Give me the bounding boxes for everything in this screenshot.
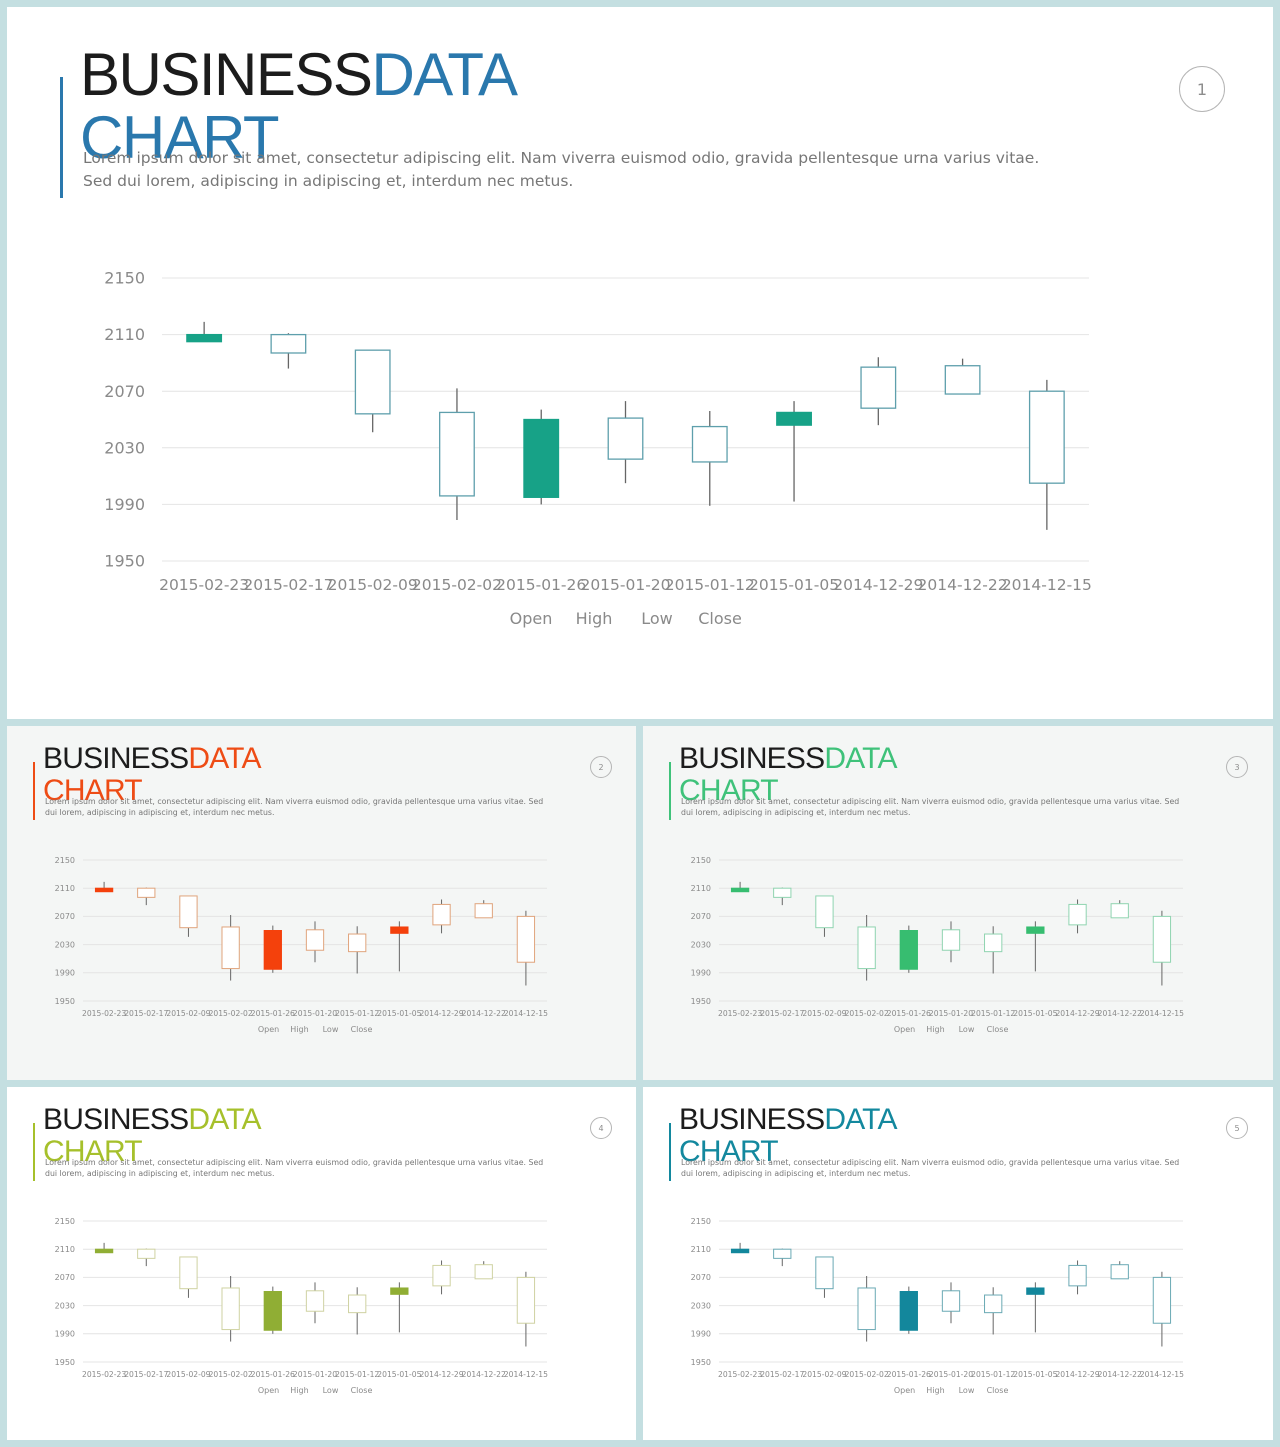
candle-body-hollow — [475, 1265, 492, 1279]
candle — [692, 411, 727, 506]
legend-item: Close — [350, 1025, 373, 1034]
x-tick-label: 2014-12-22 — [1097, 1009, 1142, 1018]
candle-body-filled — [95, 1249, 112, 1253]
x-tick-label: 2015-01-20 — [928, 1009, 974, 1018]
y-tick-label: 2030 — [54, 1301, 75, 1311]
x-tick-label: 2014-12-22 — [917, 576, 1008, 594]
y-tick-label: 2030 — [690, 1301, 711, 1311]
candle — [945, 359, 980, 394]
candle-body-filled — [900, 931, 917, 970]
legend-item: Low — [958, 1025, 975, 1034]
y-tick-label: 1990 — [54, 968, 75, 978]
candle-body-hollow — [306, 1291, 323, 1311]
body-text: Lorem ipsum dolor sit amet, consectetur adipiscing elit. Nam viverra euismod odio, gravida pellentesque urna varius vitae. Sed dui lorem, adipiscing in adipiscing et, interdum nec metus. — [681, 797, 1180, 817]
x-tick-label: 2015-02-23 — [718, 1009, 763, 1018]
candle-body-hollow — [1111, 1265, 1128, 1279]
x-tick-label: 2015-02-02 — [411, 576, 503, 594]
x-tick-label: 2015-02-17 — [124, 1009, 169, 1018]
candle-body-hollow — [692, 427, 727, 462]
x-tick-label: 2015-02-17 — [760, 1370, 805, 1379]
candle-body-hollow — [222, 1288, 239, 1330]
x-tick-label: 2014-12-22 — [461, 1009, 506, 1018]
candle — [138, 887, 155, 905]
body-text: Lorem ipsum dolor sit amet, consectetur adipiscing elit. Nam viverra euismod odio, gravida pellentesque urna varius vitae. Sed dui lorem, adipiscing in adipiscing et, interdum nec metus. — [83, 149, 1040, 190]
candlestick-chart — [7, 1087, 636, 1440]
candle — [433, 1260, 450, 1294]
candle — [187, 322, 222, 342]
y-tick-label: 2110 — [104, 325, 145, 345]
slide-4 — [7, 1087, 636, 1440]
x-tick-label: 2015-02-17 — [243, 576, 334, 594]
candle-body-hollow — [608, 418, 643, 459]
candle-body-hollow — [1030, 391, 1065, 483]
candle-body-hollow — [1069, 904, 1086, 924]
candle-body-hollow — [306, 930, 323, 950]
title-part-datachart: DATACHART — [43, 742, 261, 807]
y-tick-label: 2070 — [690, 912, 711, 922]
candle — [517, 911, 534, 986]
y-tick-label: 2150 — [54, 1216, 75, 1226]
candlestick-chart — [643, 726, 1273, 1080]
slide-3 — [643, 726, 1273, 1080]
y-tick-label: 1950 — [690, 1357, 711, 1367]
candle — [608, 401, 643, 483]
y-tick-label: 2110 — [690, 884, 711, 893]
candle — [180, 1257, 197, 1298]
legend-item: Low — [641, 609, 673, 628]
candle-body-hollow — [858, 927, 875, 969]
x-tick-label: 2015-01-20 — [928, 1370, 974, 1379]
x-tick-label: 2015-01-20 — [292, 1009, 338, 1018]
candle-body-filled — [187, 335, 222, 342]
page-number-badge: 1 — [1179, 66, 1225, 112]
x-tick-label: 2015-02-09 — [802, 1370, 847, 1379]
candle-body-hollow — [180, 896, 197, 928]
legend-item: High — [290, 1025, 309, 1034]
x-tick-label: 2014-12-15 — [503, 1370, 548, 1379]
candle — [1153, 1272, 1170, 1347]
legend-item: Close — [986, 1025, 1009, 1034]
x-tick-label: 2015-02-02 — [844, 1370, 889, 1379]
x-tick-label: 2015-02-02 — [208, 1370, 253, 1379]
x-tick-label: 2015-01-12 — [664, 576, 755, 594]
legend-item: Open — [257, 1386, 280, 1395]
candle — [1027, 1282, 1044, 1332]
body-text: Lorem ipsum dolor sit amet, consectetur adipiscing elit. Nam viverra euismod odio, gravida pellentesque urna varius vitae. Sed dui lorem, adipiscing in adipiscing et, interdum nec metus. — [45, 1158, 544, 1178]
x-tick-label: 2014-12-29 — [833, 576, 924, 594]
x-tick-label: 2015-01-12 — [335, 1009, 380, 1018]
y-tick-label: 1950 — [54, 1357, 75, 1367]
title-part-datachart: DATACHART — [679, 1103, 897, 1168]
candle — [440, 388, 475, 520]
y-tick-label: 2150 — [54, 855, 75, 865]
y-tick-label: 1990 — [690, 1329, 711, 1339]
x-tick-label: 2014-12-15 — [1139, 1009, 1184, 1018]
x-tick-label: 2015-02-09 — [166, 1370, 211, 1379]
candle — [222, 915, 239, 981]
legend-item: High — [290, 1386, 309, 1395]
candle-body-hollow — [1153, 1277, 1170, 1323]
y-tick-label: 1990 — [104, 495, 145, 514]
x-tick-label: 2015-01-05 — [748, 576, 840, 594]
candle-body-hollow — [942, 930, 959, 950]
candle-body-hollow — [475, 904, 492, 918]
x-tick-label: 2014-12-22 — [461, 1370, 506, 1379]
candle — [1111, 1261, 1128, 1279]
legend-item: Open — [509, 609, 553, 628]
legend-item: Close — [986, 1386, 1009, 1395]
title-part-business: BUSINESS — [80, 41, 372, 108]
slide-2 — [7, 726, 636, 1080]
y-tick-label: 1950 — [54, 996, 75, 1006]
candle — [271, 333, 306, 368]
candle — [774, 887, 791, 905]
legend-item: High — [926, 1386, 945, 1395]
title-part-datachart: DATACHART — [679, 742, 897, 807]
candle-body-filled — [1027, 927, 1044, 933]
x-tick-label: 2015-02-17 — [124, 1370, 169, 1379]
candle — [517, 1272, 534, 1347]
x-tick-label: 2015-01-05 — [1013, 1370, 1058, 1379]
candle — [1027, 921, 1044, 971]
y-tick-label: 2150 — [690, 855, 711, 865]
candle-body-hollow — [1069, 1265, 1086, 1285]
y-tick-label: 2070 — [54, 1273, 75, 1283]
legend-item: Low — [322, 1025, 339, 1034]
candle — [355, 350, 390, 432]
candle — [475, 1261, 492, 1279]
candle — [433, 899, 450, 933]
candle — [1030, 380, 1065, 530]
title-part-business: BUSINESS — [43, 742, 189, 775]
x-tick-label: 2014-12-29 — [419, 1370, 464, 1379]
x-tick-label: 2014-12-22 — [1097, 1370, 1142, 1379]
x-tick-label: 2015-02-23 — [82, 1370, 127, 1379]
legend-item: Open — [257, 1025, 280, 1034]
candle-body-filled — [1027, 1288, 1044, 1294]
title-part-business: BUSINESS — [679, 742, 825, 775]
y-tick-label: 2110 — [54, 1245, 75, 1254]
slide-1 — [7, 7, 1273, 719]
body-text: Lorem ipsum dolor sit amet, consectetur adipiscing elit. Nam viverra euismod odio, gravida pellentesque urna varius vitae. Sed dui lorem, adipiscing in adipiscing et, interdum nec metus. — [681, 1158, 1180, 1178]
candle-body-hollow — [774, 888, 791, 897]
candle-body-hollow — [180, 1257, 197, 1289]
candle — [95, 1243, 112, 1253]
legend-item: Open — [893, 1386, 916, 1395]
y-tick-label: 2110 — [690, 1245, 711, 1254]
x-tick-label: 2015-01-05 — [377, 1370, 422, 1379]
x-tick-label: 2014-12-15 — [503, 1009, 548, 1018]
candle-body-hollow — [1153, 916, 1170, 962]
candle-body-filled — [264, 1292, 281, 1331]
candle — [816, 896, 833, 937]
candle — [391, 1282, 408, 1332]
title-part-business: BUSINESS — [43, 1103, 189, 1136]
x-tick-label: 2015-02-09 — [327, 576, 418, 594]
x-tick-label: 2015-01-12 — [971, 1009, 1016, 1018]
candle — [816, 1257, 833, 1298]
candle-body-hollow — [355, 350, 390, 414]
candle — [985, 926, 1002, 973]
y-tick-label: 2150 — [690, 1216, 711, 1226]
x-tick-label: 2015-01-12 — [971, 1370, 1016, 1379]
page-number-badge: 3 — [1226, 756, 1248, 778]
candle-body-hollow — [858, 1288, 875, 1330]
x-tick-label: 2015-02-02 — [208, 1009, 253, 1018]
x-tick-label: 2014-12-29 — [1055, 1009, 1100, 1018]
legend-item: High — [926, 1025, 945, 1034]
candle-body-filled — [524, 420, 559, 498]
candle-body-hollow — [222, 927, 239, 969]
candle — [731, 882, 748, 892]
y-tick-label: 2070 — [104, 381, 145, 401]
candle — [264, 1287, 281, 1334]
candle-body-hollow — [945, 366, 980, 394]
x-tick-label: 2015-02-23 — [718, 1370, 763, 1379]
candle-body-hollow — [985, 934, 1002, 952]
x-tick-label: 2015-01-05 — [1013, 1009, 1058, 1018]
candle — [942, 921, 959, 962]
candle — [861, 357, 896, 425]
page-number-badge: 4 — [590, 1117, 612, 1139]
candle-body-filled — [264, 931, 281, 970]
candle-body-hollow — [440, 412, 475, 495]
y-tick-label: 2030 — [54, 940, 75, 950]
candle-body-hollow — [138, 888, 155, 897]
candle — [524, 410, 559, 505]
candle-body-hollow — [433, 904, 450, 924]
candle — [138, 1248, 155, 1266]
legend-item: High — [575, 609, 613, 628]
candle — [985, 1287, 1002, 1334]
candle-body-filled — [391, 927, 408, 933]
candle — [1069, 1260, 1086, 1294]
candle-body-hollow — [861, 367, 896, 408]
candlestick-chart — [643, 1087, 1273, 1440]
title-part-datachart: DATACHART — [80, 41, 517, 171]
candle-body-filled — [731, 888, 748, 892]
candle — [858, 1276, 875, 1342]
x-tick-label: 2015-02-17 — [760, 1009, 805, 1018]
x-tick-label: 2015-02-23 — [159, 576, 250, 594]
candle — [900, 1287, 917, 1334]
y-tick-label: 2030 — [690, 940, 711, 950]
title-part-business: BUSINESS — [679, 1103, 825, 1136]
candle — [349, 1287, 366, 1334]
candle-body-hollow — [942, 1291, 959, 1311]
candle-body-hollow — [1111, 904, 1128, 918]
candle-body-hollow — [816, 896, 833, 928]
candle — [1111, 900, 1128, 918]
candle-body-hollow — [774, 1249, 791, 1258]
candle-body-filled — [777, 412, 812, 425]
legend-item: Close — [350, 1386, 373, 1395]
candle — [391, 921, 408, 971]
candle-body-hollow — [349, 934, 366, 952]
candle — [777, 401, 812, 501]
y-tick-label: 2030 — [104, 438, 145, 458]
y-tick-label: 2150 — [104, 268, 145, 288]
y-tick-label: 1950 — [104, 551, 145, 571]
page-number-badge: 2 — [590, 756, 612, 778]
page-number-badge: 5 — [1226, 1117, 1248, 1139]
candle-body-hollow — [433, 1265, 450, 1285]
candle-body-hollow — [271, 335, 306, 353]
candle — [95, 882, 112, 892]
candle — [900, 926, 917, 973]
x-tick-label: 2014-12-15 — [1139, 1370, 1184, 1379]
x-tick-label: 2015-01-26 — [496, 576, 587, 594]
candle-body-hollow — [816, 1257, 833, 1289]
x-tick-label: 2014-12-29 — [1055, 1370, 1100, 1379]
candle — [349, 926, 366, 973]
x-tick-label: 2015-02-09 — [802, 1009, 847, 1018]
y-tick-label: 2070 — [54, 912, 75, 922]
candle — [858, 915, 875, 981]
x-tick-label: 2015-02-02 — [844, 1009, 889, 1018]
candle — [306, 1282, 323, 1323]
candle — [731, 1243, 748, 1253]
candle-body-hollow — [138, 1249, 155, 1258]
body-text: Lorem ipsum dolor sit amet, consectetur adipiscing elit. Nam viverra euismod odio, gravida pellentesque urna varius vitae. Sed dui lorem, adipiscing in adipiscing et, interdum nec metus. — [45, 797, 544, 817]
candlestick-chart — [7, 726, 636, 1080]
candle-body-hollow — [517, 916, 534, 962]
x-tick-label: 2015-02-09 — [166, 1009, 211, 1018]
x-tick-label: 2014-12-29 — [419, 1009, 464, 1018]
legend-item: Open — [893, 1025, 916, 1034]
x-tick-label: 2015-01-20 — [292, 1370, 338, 1379]
candle — [306, 921, 323, 962]
candle-body-filled — [391, 1288, 408, 1294]
x-tick-label: 2015-01-26 — [886, 1370, 931, 1379]
candle — [222, 1276, 239, 1342]
candle — [264, 926, 281, 973]
candle-body-filled — [95, 888, 112, 892]
x-tick-label: 2015-01-26 — [250, 1370, 295, 1379]
candle — [1069, 899, 1086, 933]
candle-body-hollow — [517, 1277, 534, 1323]
candle — [774, 1248, 791, 1266]
y-tick-label: 1950 — [690, 996, 711, 1006]
y-tick-label: 2070 — [690, 1273, 711, 1283]
y-tick-label: 1990 — [54, 1329, 75, 1339]
candle-body-filled — [900, 1292, 917, 1331]
y-tick-label: 2110 — [54, 884, 75, 893]
candle-body-hollow — [985, 1295, 1002, 1313]
x-tick-label: 2015-01-05 — [377, 1009, 422, 1018]
title-part-datachart: DATACHART — [43, 1103, 261, 1168]
candle — [180, 896, 197, 937]
candle — [1153, 911, 1170, 986]
legend-item: Low — [958, 1386, 975, 1395]
x-tick-label: 2015-01-26 — [250, 1009, 295, 1018]
x-tick-label: 2015-02-23 — [82, 1009, 127, 1018]
slide-5 — [643, 1087, 1273, 1440]
legend-item: Close — [698, 609, 742, 628]
candle — [942, 1282, 959, 1323]
candle-body-hollow — [349, 1295, 366, 1313]
x-tick-label: 2014-12-15 — [1001, 576, 1092, 594]
x-tick-label: 2015-01-26 — [886, 1009, 931, 1018]
candlestick-chart — [7, 7, 1273, 719]
candle-body-filled — [731, 1249, 748, 1253]
x-tick-label: 2015-01-12 — [335, 1370, 380, 1379]
x-tick-label: 2015-01-20 — [580, 576, 671, 594]
legend-item: Low — [322, 1386, 339, 1395]
candle — [475, 900, 492, 918]
y-tick-label: 1990 — [690, 968, 711, 978]
